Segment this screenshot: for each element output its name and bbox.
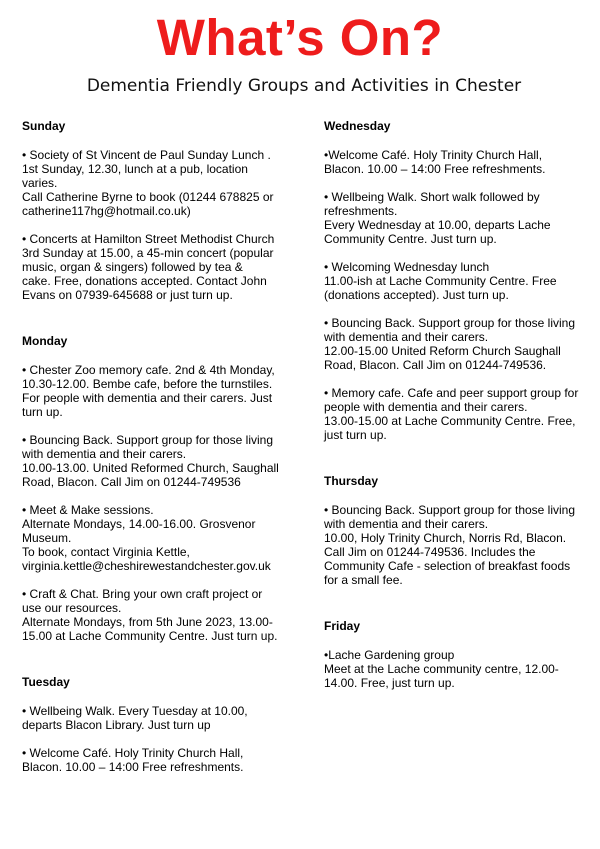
activity-text: • Society of St Vincent de Paul Sunday Lunch . 1st Sunday, 12.30, lunch at a pub, location varies. Call Catherine Byrne to book (01244 678825 or catherine117hg@hotmail.co.uk): [22, 148, 274, 218]
activity-entry: [324, 386, 588, 442]
activity-text: • Memory cafe. Cafe and peer support group for people with dementia and their carers. 13.00-15.00 at Lache Community Centre. Free, just turn up.: [324, 386, 579, 442]
activity-entry: [22, 587, 290, 643]
activity-entry: [324, 503, 588, 587]
activity-text: • Welcome Café. Holy Trinity Church Hall, Blacon. 10.00 – 14:00 Free refreshments.: [22, 746, 244, 774]
left-column: [22, 119, 290, 806]
activity-text: • Welcoming Wednesday lunch 11.00-ish at Lache Community Centre. Free (donations accepted). Just turn up.: [324, 260, 557, 302]
activity-text: • Meet & Make sessions. Alternate Mondays, 14.00-16.00. Grosvenor Museum. To book, contact Virginia Kettle, virginia.kettle@cheshirewestandchester.gov.uk: [22, 503, 271, 573]
activity-text: • Wellbeing Walk. Short walk followed by refreshments. Every Wednesday at 10.00, departs Lache Community Centre. Just turn up.: [324, 190, 551, 246]
activity-text: • Craft & Chat. Bring your own craft project or use our resources. Alternate Mondays, from 5th June 2023, 13.00- 15.00 at Lache Community Centre. Just turn up.: [22, 587, 278, 643]
day-heading: Tuesday: [22, 675, 70, 689]
activity-text: •Welcome Café. Holy Trinity Church Hall, Blacon. 10.00 – 14:00 Free refreshments.: [324, 148, 546, 176]
activity-entry: [324, 648, 588, 690]
day-heading: Wednesday: [324, 119, 391, 133]
activity-text: • Bouncing Back. Support group for those living with dementia and their carers. 12.00-15.00 United Reform Church Saughall Road, Blacon. Call Jim on 01244-749536.: [324, 316, 576, 372]
day-section-monday: [22, 334, 290, 643]
day-section-wednesday: [324, 119, 588, 442]
day-section-thursday: [324, 474, 588, 587]
day-section-sunday: [22, 119, 290, 302]
page-subtitle: Dementia Friendly Groups and Activities in Chester: [86, 76, 522, 96]
activity-entry: [324, 260, 588, 302]
day-section-friday: [324, 619, 588, 690]
activity-entry: [22, 704, 290, 732]
activity-entry: [324, 148, 588, 176]
day-section-tuesday: [22, 675, 290, 774]
activity-entry: [22, 363, 290, 419]
activity-text: • Concerts at Hamilton Street Methodist Church 3rd Sunday at 15.00, a 45-min concert (popular music, organ & singers) followed by tea & cake. Free, donations accepted. Contact John Evans on 07939-645688 or just turn up.: [22, 232, 275, 302]
activity-entry: [22, 503, 290, 573]
activity-text: • Chester Zoo memory cafe. 2nd & 4th Monday, 10.30-12.00. Bembe cafe, before the turnstiles. For people with dementia and their carers. Just turn up.: [22, 363, 275, 419]
activity-entry: [324, 316, 588, 372]
activity-text: • Wellbeing Walk. Every Tuesday at 10.00, departs Blacon Library. Just turn up: [22, 704, 248, 732]
activity-text: •Lache Gardening group Meet at the Lache community centre, 12.00- 14.00. Free, just turn up.: [324, 648, 559, 690]
activity-text: • Bouncing Back. Support group for those living with dementia and their carers. 10.00, Holy Trinity Church, Norris Rd, Blacon. Call Jim on 01244-749536. Includes the Community Cafe - selection of breakfast foods for a small fee.: [324, 503, 576, 587]
activity-entry: [324, 190, 588, 246]
page-title: What’s On?: [156, 9, 444, 66]
activity-text: • Bouncing Back. Support group for those living with dementia and their carers. 10.00-13.00. United Reformed Church, Saughall Road, Blacon. Call Jim on 01244-749536: [22, 433, 279, 489]
activity-entry: [22, 148, 290, 218]
activity-entry: [22, 232, 290, 302]
activity-entry: [22, 433, 290, 489]
activity-entry: [22, 746, 290, 774]
day-heading: Monday: [22, 334, 68, 348]
right-column: [324, 119, 588, 722]
day-heading: Friday: [324, 619, 361, 633]
day-heading: Thursday: [324, 474, 379, 488]
day-heading: Sunday: [22, 119, 66, 133]
